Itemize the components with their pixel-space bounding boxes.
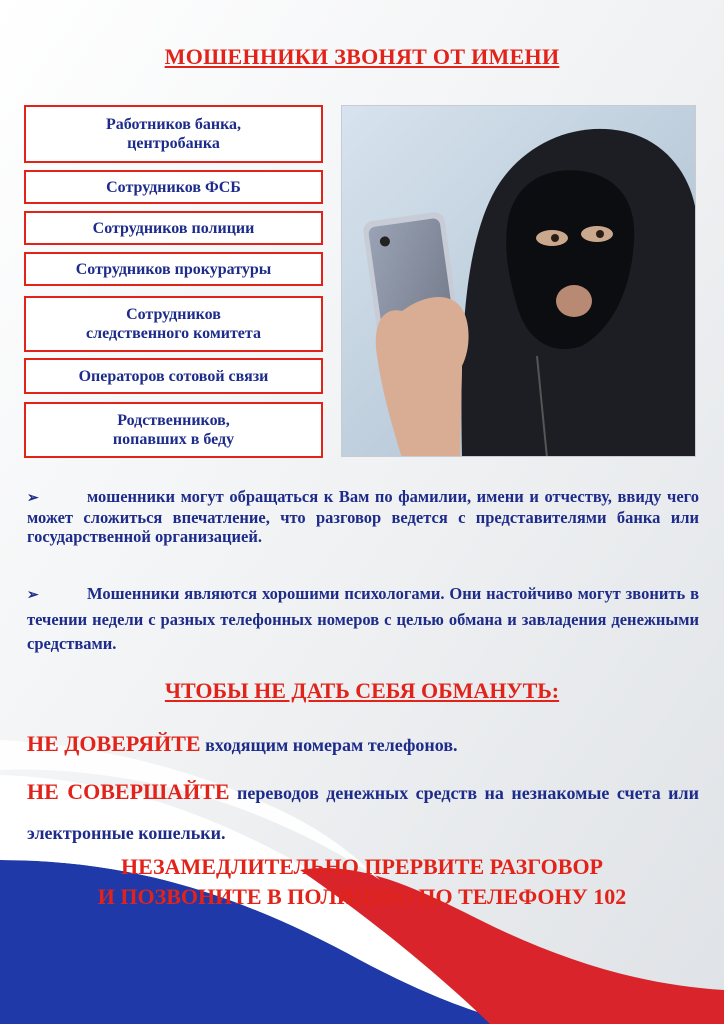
role-box-police: Сотрудников полиции: [24, 211, 323, 245]
advice-item-2: [27, 772, 699, 853]
advice-emphasis-2: НЕ СОВЕРШАЙТЕ: [27, 779, 230, 804]
arrowhead-bullet-icon: ➢: [27, 491, 39, 506]
role-box-prosecutor: Сотрудников прокуратуры: [24, 252, 323, 286]
final-call-to-action: [0, 852, 724, 912]
bullet-paragraph-1: [27, 487, 699, 546]
bullet-paragraph-2: [27, 582, 699, 656]
scammer-photo: [341, 105, 696, 457]
final-line-2: И ПОЗВОНИТЕ В ПОЛИЦИЮ ПО ТЕЛЕФОНУ 102: [97, 884, 627, 909]
final-line-1: НЕЗАМЕДЛИТЕЛЬНО ПРЕРВИТЕ РАЗГОВОР: [120, 854, 603, 879]
advice-text-2: переводов денежных средств на незнакомые счета или электронные кошельки.: [27, 783, 700, 843]
role-box-relatives: Родственников, попавших в беду: [24, 402, 323, 458]
advice-emphasis-1: НЕ ДОВЕРЯЙТЕ: [27, 731, 201, 756]
bullet-text-1: мошенники могут обращаться к Вам по фамилии, имени и отчеству, ввиду чего может сложиться впечатление, что разговор ведется с представителями банка или государственной организацией.: [27, 487, 699, 546]
role-box-mobile-operators: Операторов сотовой связи: [24, 358, 323, 394]
advice-text-1: входящим номерам телефонов.: [205, 735, 458, 755]
bullet-text-2: Мошенники являются хорошими психологами. Они настойчиво могут звонить в течении недели с разных телефонных номеров с целью обмана и завладения денежными средствами.: [27, 584, 699, 653]
role-box-investigative-committee: Сотрудников следственного комитета: [24, 296, 323, 352]
page-title: МОШЕННИКИ ЗВОНЯТ ОТ ИМЕНИ: [164, 44, 560, 69]
arrowhead-bullet-icon: ➢: [27, 588, 39, 603]
advice-item-1: [27, 727, 699, 762]
role-box-fsb: Сотрудников ФСБ: [24, 170, 323, 204]
section-subtitle: ЧТОБЫ НЕ ДАТЬ СЕБЯ ОБМАНУТЬ:: [164, 678, 560, 703]
role-box-bank: Работников банка, центробанка: [24, 105, 323, 163]
